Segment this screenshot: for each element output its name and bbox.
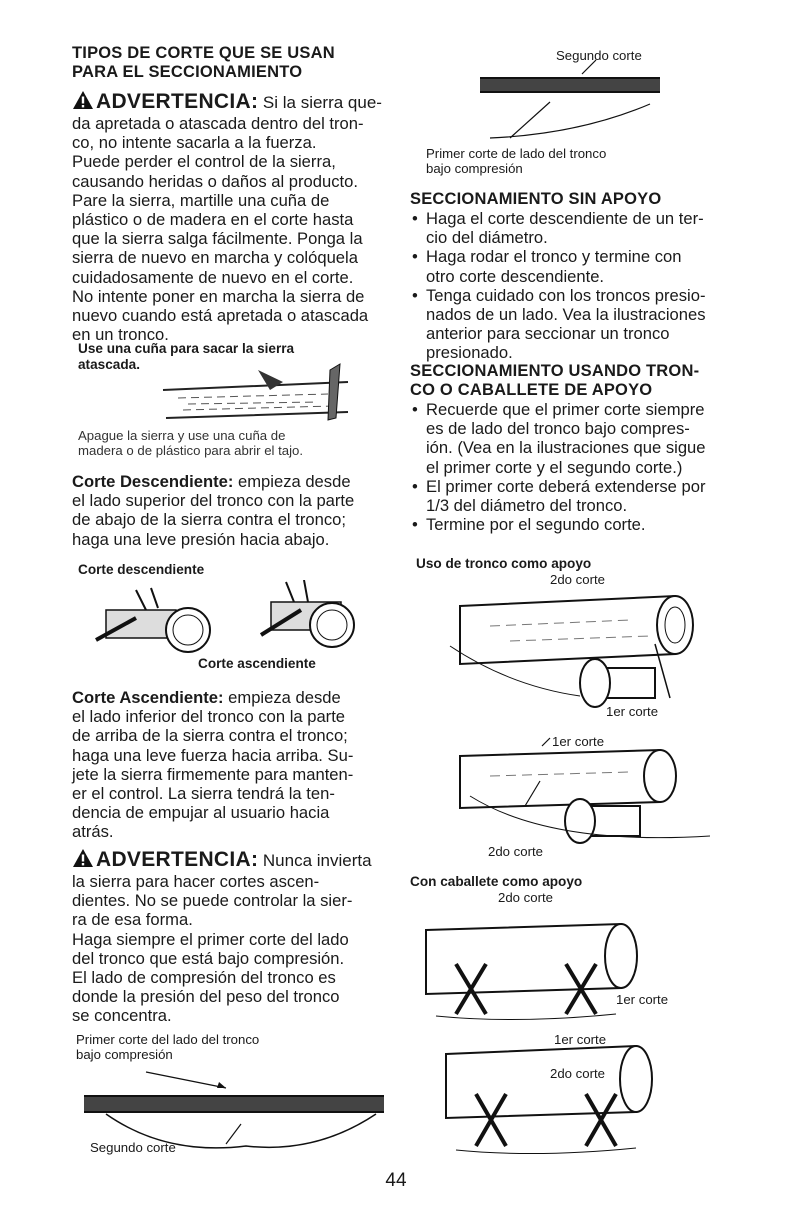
warning-block-1: ADVERTENCIA: Si la sierra que- da apretada o atascada dentro del tron- co, no intente sacarla a la fuerza. Puede perder el control de la sierra, causando heridas o daños al producto. Pare la sierra, martille una cuña de plástico o de madera en el corte hasta que la sierra salga fácilmente. Ponga la sierra de nuevo en marcha y colóquela cuidadosamente de nuevo en el corte. No intente poner en marcha la sierra de nuevo cuando está apretada o atascada en un tronco. <box>72 90 392 344</box>
warning-title: ADVERTENCIA: <box>96 90 259 113</box>
downcut-label: Corte descendiente <box>78 562 205 577</box>
warning-text: da apretada o atascada dentro del tron- co, no intente sacarla a la fuerza. Puede perder el control de la sierra, causando heridas o daños al producto. Pare la sierra, martille una cuña de plástico o de madera en el corte hasta que la sierra salga fácilmente. Ponga la sierra de nuevo en marcha y colóquela cuidadosamente de nuevo en el corte. No intente poner en marcha la sierra de nuevo cuando está apretada o atascada en un tronco. <box>72 114 369 345</box>
figure-title: Uso de tronco como apoyo <box>416 556 592 571</box>
bullet-item: • Termine por el segundo corte. <box>410 515 732 534</box>
log-icon <box>450 596 693 707</box>
bullet-item: • Tenga cuidado con los troncos presio- nados de un lado. Vea la ilustraciones anterior para seccionar un tronco presionado. <box>410 286 732 363</box>
figure-label: 1er corte <box>552 734 605 749</box>
saw-icon <box>258 370 283 390</box>
warning-icon <box>72 848 94 868</box>
figure-label: 2do corte <box>488 844 543 859</box>
upcut-label: Corte ascendiente <box>198 656 316 671</box>
bullet-list <box>410 209 732 363</box>
figure-caption: Primer corte del lado del tronco bajo compresión <box>76 1032 260 1062</box>
wedge-illustration <box>158 360 368 430</box>
figure-label: 1er corte <box>606 704 659 719</box>
bullet-item: • Recuerde que el primer corte siempre es de lado del tronco bajo compres- ión. (Vea en la ilustraciones que sigue el primer corte y el segundo corte.) <box>410 400 732 477</box>
warning-block-2: ADVERTENCIA: Nunca invierta la sierra para hacer cortes ascen- dientes. No se puede controlar la sier- ra de esa forma. Haga siempre el primer corte del lado del tronco que está bajo compresión. El lado de compresión del tronco es donde la presión del peso del tronco se concentra. <box>72 848 392 1026</box>
log-icon <box>460 738 710 843</box>
figure-label: Use una cuña para sacar la sierra atascada. <box>78 341 295 372</box>
figure-label: 1er corte <box>554 1032 607 1047</box>
warning-text: la sierra para hacer cortes ascen- dientes. No se puede controlar la sier- ra de esa forma. Haga siempre el primer corte del lado del tronco que está bajo compresión. El lado de compresión del tronco es donde la presión del peso del tronco se concentra. <box>72 872 353 1026</box>
sawhorse-log-icon <box>426 924 637 1020</box>
figure-label: Segundo corte <box>556 48 642 63</box>
bullet-list <box>410 400 732 534</box>
figure-caption: Apague la sierra y use una cuña de madera o de plástico para abrir el tajo. <box>78 428 304 458</box>
bullet-item: • Haga rodar el tronco y termine con otro corte descendiente. <box>410 247 732 285</box>
log-support-illustration <box>430 586 730 866</box>
figure-label: 2do corte <box>550 1066 605 1081</box>
section-heading: TIPOS DE CORTE QUE SE USAN PARA EL SECCIONAMIENTO <box>72 44 335 81</box>
bullet-item: • Haga el corte descendiente de un ter- cio del diámetro. <box>410 209 732 247</box>
downcut-paragraph: Corte Descendiente: empieza desde el lado superior del tronco con la parte de abajo de la sierra contra el tronco; haga una leve presión hacia abajo. <box>72 472 355 549</box>
warning-icon <box>72 90 94 110</box>
figure-title: Con caballete como apoyo <box>410 874 583 889</box>
sawhorse-log-icon <box>446 1046 652 1154</box>
figure-label: 2do corte <box>498 890 553 905</box>
figure-label: 1er corte <box>616 992 669 1007</box>
warning-title: ADVERTENCIA: <box>96 848 259 871</box>
bullet-item: • El primer corte deberá extenderse por 1/3 del diámetro del tronco. <box>410 477 732 515</box>
upcut-saw-icon <box>261 580 354 647</box>
figure-caption: Primer corte de lado del tronco bajo compresión <box>426 146 607 176</box>
section-with-support: SECCIONAMIENTO USANDO TRON- CO O CABALLETE DE APOYO • Recuerde que el primer corte siempre es de lado del tronco bajo compres- ión. (Vea en la ilustraciones que sigue el primer corte y el segundo corte.) • El primer corte deberá extenderse por 1/3 del diámetro del tronco. • Termine por el segundo corte. <box>410 362 732 534</box>
figure-label: Segundo corte <box>90 1140 176 1155</box>
downcut-saw-icon <box>96 588 210 652</box>
page-number: 44 <box>385 1170 407 1191</box>
upcut-paragraph: Corte Ascendiente: empieza desde el lado inferior del tronco con la parte de arriba de la sierra contra el tronco; haga una leve fuerza hacia arriba. Su- jete la sierra firmemente para manten- er el control. La sierra tendrá la ten- dencia de empujar al usuario hacia atrás. <box>72 688 354 842</box>
figure-label: 2do corte <box>550 572 605 587</box>
section-no-support: SECCIONAMIENTO SIN APOYO • Haga el corte descendiente de un ter- cio del diámetro. • Haga rodar el tronco y termine con otro corte descendiente. • Tenga cuidado con los troncos presio- nados de un lado. Vea la ilustraciones anterior para seccionar un tronco presionado. <box>410 190 732 363</box>
